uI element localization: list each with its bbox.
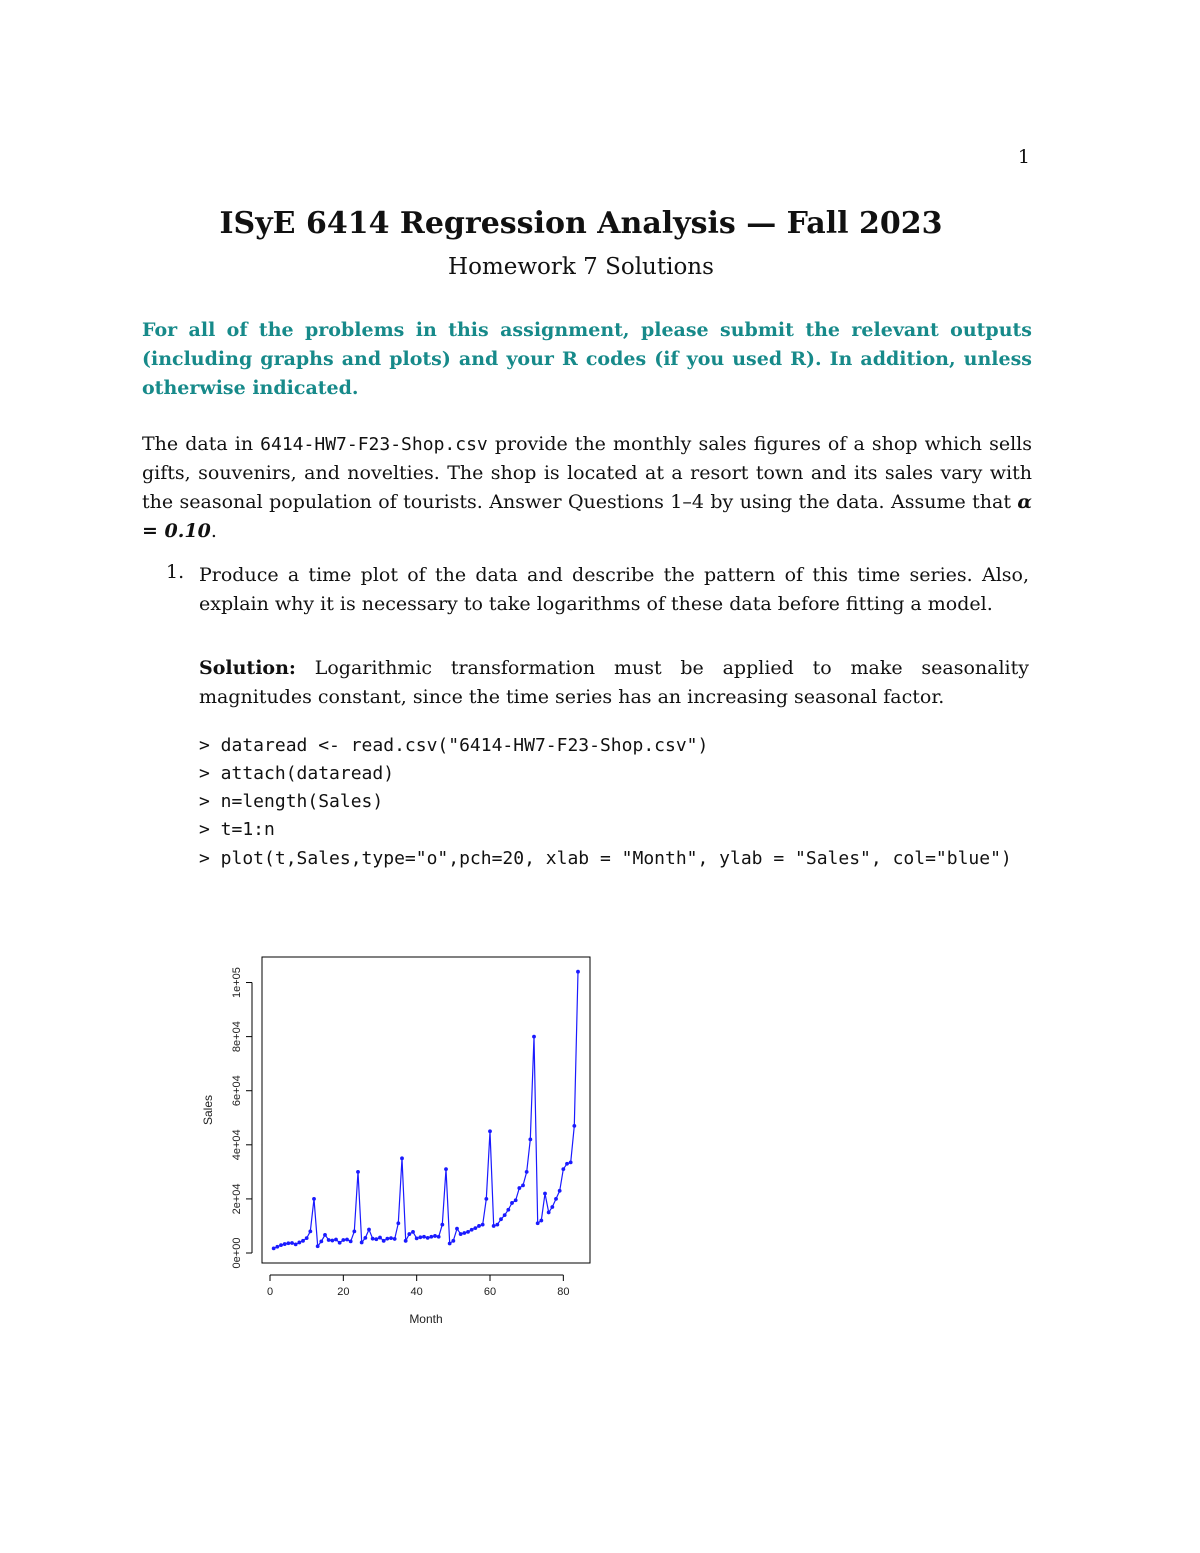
page-number: 1 [1017, 146, 1030, 168]
sales-point [561, 1167, 565, 1171]
code-line: > plot(t,Sales,type="o",pch=20, xlab = "Month", ylab = "Sales", col="blue") [199, 848, 1012, 869]
code-line: > attach(dataread) [199, 763, 395, 784]
sales-point [294, 1242, 298, 1246]
x-tick-label: 60 [483, 1286, 497, 1298]
x-tick-label: 40 [410, 1286, 423, 1298]
sales-point [503, 1213, 507, 1217]
sales-point [334, 1238, 338, 1242]
sales-point [404, 1239, 408, 1243]
sales-point [363, 1236, 367, 1240]
sales-point [367, 1228, 371, 1232]
y-tick-label: 8e+04 [231, 1021, 243, 1053]
sales-point [283, 1242, 287, 1246]
sales-point [554, 1197, 558, 1201]
sales-point [565, 1162, 569, 1166]
sales-point [396, 1221, 400, 1225]
sales-point [338, 1241, 342, 1245]
sales-point [415, 1236, 419, 1240]
intro-text: provide the monthly sales figures of a shop which sells gifts, souvenirs, and novelties. The shop is located at a resort town and its sales vary with the seasonal population of tourists. Answer Questions 1–4 by using the data. Assume that [142, 433, 1032, 513]
sales-point [448, 1242, 452, 1246]
sales-point [499, 1217, 503, 1221]
y-tick-label: 0e+00 [231, 1237, 243, 1269]
sales-point [374, 1237, 378, 1241]
sales-point [521, 1183, 525, 1187]
sales-point [382, 1239, 386, 1243]
sales-point [316, 1244, 320, 1248]
code-line: > n=length(Sales) [199, 791, 384, 812]
sales-point [279, 1243, 283, 1247]
sales-point [389, 1236, 393, 1240]
sales-point [330, 1239, 334, 1243]
sales-point [495, 1223, 499, 1227]
sales-time-plot [180, 945, 620, 1345]
y-axis-label: Sales [201, 1094, 215, 1126]
sales-point [272, 1247, 276, 1251]
sales-point [484, 1197, 488, 1201]
document-subtitle: Homework 7 Solutions [448, 254, 714, 280]
sales-point [385, 1237, 389, 1241]
x-axis-label: Month [409, 1312, 443, 1326]
sales-point [543, 1192, 547, 1196]
sales-point [473, 1226, 477, 1230]
sales-point [437, 1235, 441, 1239]
sales-point [312, 1197, 316, 1201]
sales-point [371, 1237, 375, 1241]
x-tick-label: 0 [266, 1286, 274, 1298]
intro-prefix: The data in [142, 433, 261, 455]
question-number: 1. [166, 561, 185, 583]
sales-point [440, 1223, 444, 1227]
y-tick-label: 4e+04 [231, 1129, 243, 1161]
sales-point [451, 1239, 455, 1243]
sales-point [345, 1238, 349, 1242]
sales-point [455, 1227, 459, 1231]
plot-frame [262, 957, 590, 1263]
sales-point [297, 1241, 301, 1245]
question-text: Produce a time plot of the data and describe the pattern of this time series. Also, explain why it is necessary to take logarithms of these data before fitting a model. [199, 564, 1029, 615]
sales-point [429, 1235, 433, 1239]
sales-point [536, 1221, 540, 1225]
sales-point [539, 1219, 543, 1223]
sales-point [466, 1230, 470, 1234]
sales-line [274, 972, 578, 1249]
sales-point [558, 1189, 562, 1193]
document-title: ISyE 6414 Regression Analysis — Fall 2023 [219, 206, 943, 241]
sales-point [470, 1228, 474, 1232]
y-tick-label: 2e+04 [231, 1183, 243, 1215]
sales-point [378, 1236, 382, 1240]
sales-point [426, 1236, 430, 1240]
sales-point [352, 1229, 356, 1233]
alpha-value: α = 0.10 [142, 491, 1032, 542]
sales-point [510, 1201, 514, 1205]
sales-point [576, 970, 580, 974]
sales-point [517, 1186, 521, 1190]
sales-point [400, 1156, 404, 1160]
y-tick-label: 1e+05 [231, 967, 243, 998]
sales-point [341, 1238, 345, 1242]
y-tick-label: 6e+04 [231, 1075, 243, 1107]
sales-point [319, 1239, 323, 1243]
sales-series [272, 970, 580, 1250]
sales-point [532, 1035, 536, 1039]
sales-point [462, 1231, 466, 1235]
intro-suffix: . [210, 520, 217, 542]
sales-point [360, 1241, 364, 1245]
data-description [142, 430, 1032, 546]
sales-point [492, 1224, 496, 1228]
sales-point [301, 1239, 305, 1243]
sales-point [418, 1235, 422, 1239]
sales-point [393, 1237, 397, 1241]
sales-point [356, 1170, 360, 1174]
sales-point [444, 1167, 448, 1171]
solution-paragraph [199, 654, 1029, 712]
sales-point [305, 1236, 309, 1240]
sales-point [323, 1233, 327, 1237]
sales-point [481, 1223, 485, 1227]
x-tick-label: 20 [337, 1286, 350, 1298]
assignment-instructions: For all of the problems in this assignment, please submit the relevant outputs (including graphs and plots) and your R codes (if you used R). In addition, unless otherwise indicated. [142, 319, 1032, 399]
sales-point [514, 1198, 518, 1202]
sales-point [477, 1224, 481, 1228]
sales-point [550, 1205, 554, 1209]
sales-point [290, 1241, 294, 1245]
x-axis [267, 1275, 570, 1298]
sales-point [459, 1232, 463, 1236]
code-line: > t=1:n [199, 819, 275, 840]
sales-point [308, 1229, 312, 1233]
sales-point [433, 1234, 437, 1238]
data-filename: 6414-HW7-F23-Shop.csv [260, 434, 488, 455]
sales-point [525, 1170, 529, 1174]
solution-label: Solution: [199, 657, 296, 679]
code-line: > dataread <- read.csv("6414-HW7-F23-Shop.csv") [199, 735, 709, 756]
sales-point [528, 1138, 532, 1142]
x-tick-label: 80 [557, 1286, 570, 1298]
sales-point [506, 1208, 510, 1212]
sales-point [275, 1245, 279, 1249]
sales-point [569, 1160, 573, 1164]
sales-point [407, 1232, 411, 1236]
sales-point [422, 1235, 426, 1239]
sales-point [411, 1230, 415, 1234]
sales-point [286, 1241, 290, 1245]
solution-text: Logarithmic transformation must be applied to make seasonality magnitudes constant, since the time series has an increasing seasonal factor. [199, 657, 1029, 708]
sales-point [572, 1124, 576, 1128]
sales-point [488, 1129, 492, 1133]
sales-point [327, 1238, 331, 1242]
y-axis [231, 967, 252, 1268]
sales-point [349, 1239, 353, 1243]
sales-point [547, 1211, 551, 1215]
